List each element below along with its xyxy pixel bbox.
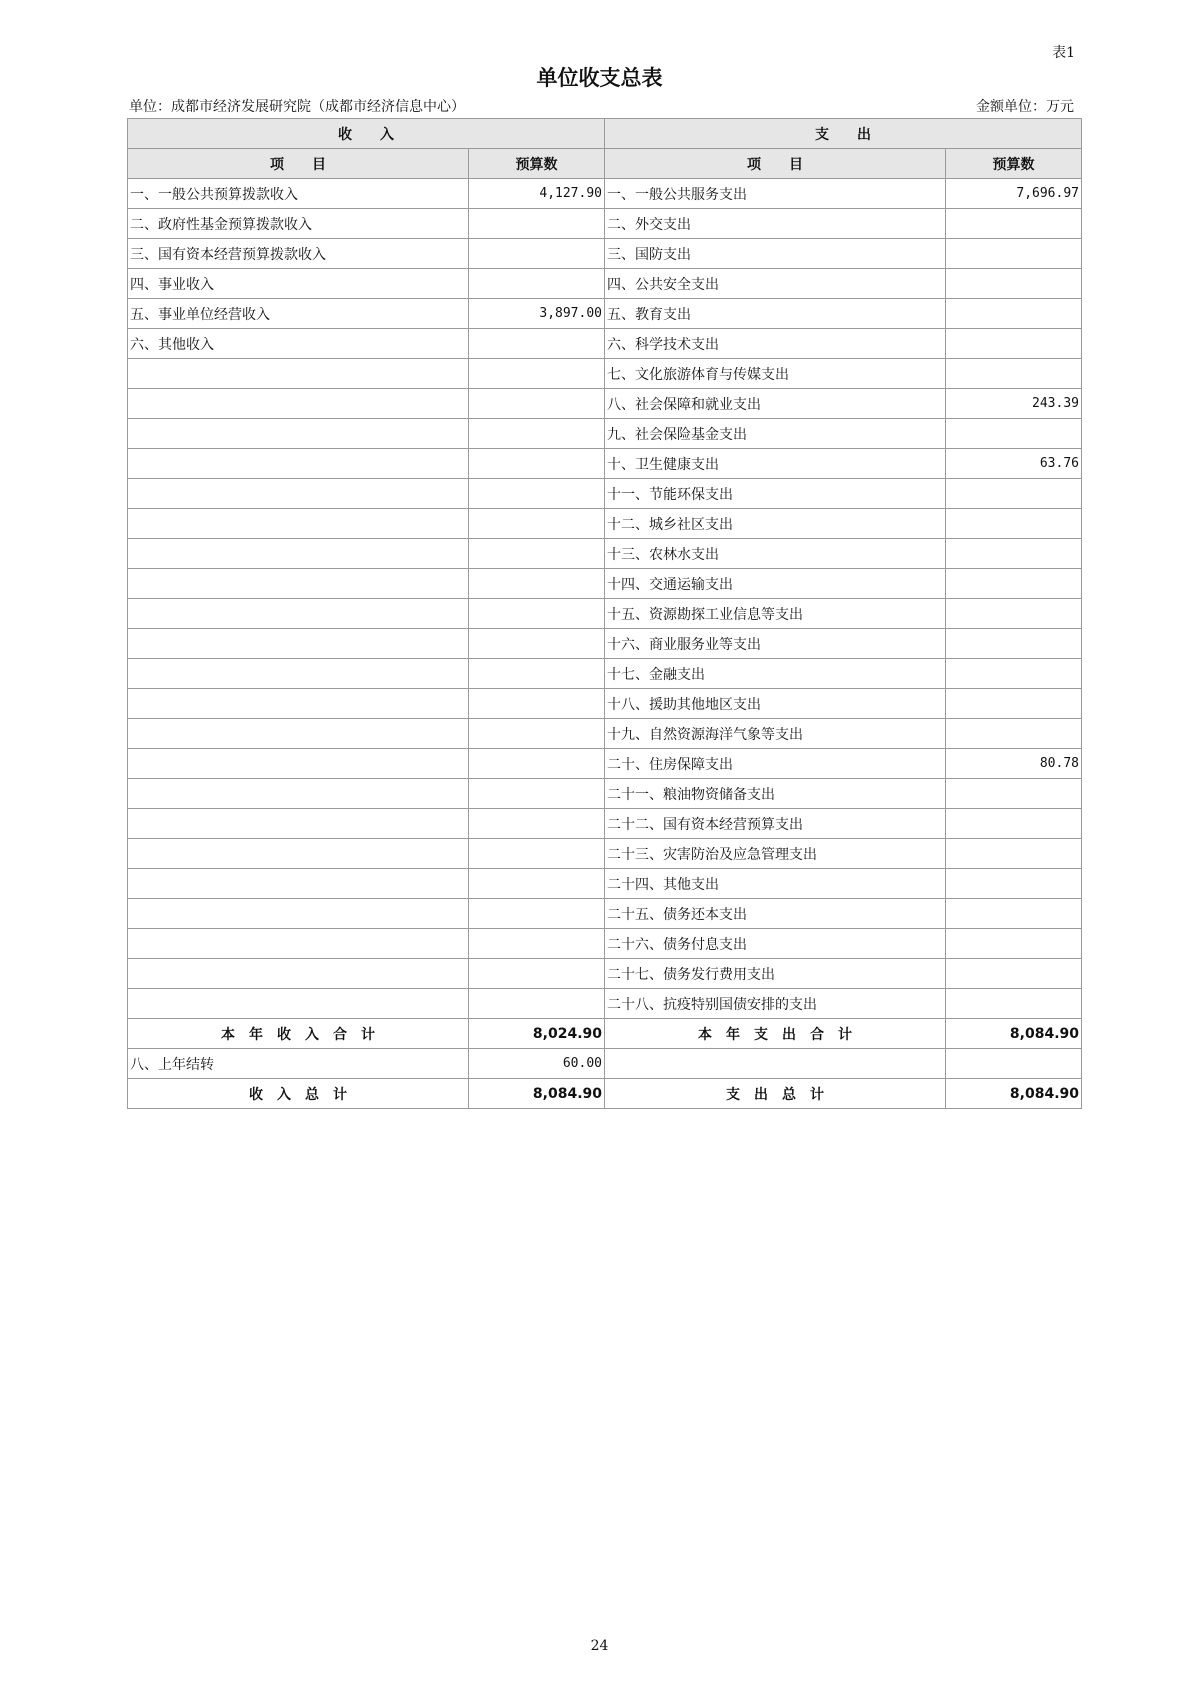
income-item (128, 509, 469, 539)
table-row (128, 599, 1082, 629)
income-value (469, 659, 605, 689)
table-row (128, 629, 1082, 659)
carry-over-label: 八、上年结转 (128, 1049, 469, 1079)
grand-total-row (128, 1079, 1082, 1109)
budget-summary-table (127, 118, 1082, 1109)
income-value (469, 779, 605, 809)
table-row (128, 989, 1082, 1019)
income-value: 3,897.00 (469, 299, 605, 329)
year-income-label: 本 年 收 入 合 计 (128, 1019, 469, 1049)
income-item (128, 629, 469, 659)
income-value (469, 599, 605, 629)
expense-item: 十六、商业服务业等支出 (605, 629, 946, 659)
expense-item: 二十一、粮油物资储备支出 (605, 779, 946, 809)
carry-over-value: 60.00 (469, 1049, 605, 1079)
expense-value (946, 359, 1082, 389)
expense-item: 二十五、债务还本支出 (605, 899, 946, 929)
expense-header: 支 出 (605, 119, 1082, 149)
income-item (128, 779, 469, 809)
income-value (469, 479, 605, 509)
table-row (128, 959, 1082, 989)
amount-unit: 金额单位：万元 (976, 99, 1074, 115)
income-item: 五、事业单位经营收入 (128, 299, 469, 329)
income-item-header: 项 目 (128, 149, 469, 179)
carry-over-row (128, 1049, 1082, 1079)
expense-item: 十九、自然资源海洋气象等支出 (605, 719, 946, 749)
income-total-label: 收 入 总 计 (128, 1079, 469, 1109)
income-item (128, 689, 469, 719)
table-row (128, 299, 1082, 329)
table-row (128, 209, 1082, 239)
income-item (128, 719, 469, 749)
income-value: 4,127.90 (469, 179, 605, 209)
expense-item: 二十八、抗疫特别国债安排的支出 (605, 989, 946, 1019)
table-row (128, 929, 1082, 959)
income-value (469, 419, 605, 449)
income-total-value: 8,084.90 (469, 1079, 605, 1109)
expense-item: 二、外交支出 (605, 209, 946, 239)
expense-item: 十一、节能环保支出 (605, 479, 946, 509)
expense-value (946, 959, 1082, 989)
table-row (128, 539, 1082, 569)
table-row (128, 659, 1082, 689)
income-value (469, 749, 605, 779)
income-item (128, 959, 469, 989)
expense-item: 十五、资源勘探工业信息等支出 (605, 599, 946, 629)
income-item (128, 989, 469, 1019)
expense-item: 二十三、灾害防治及应急管理支出 (605, 839, 946, 869)
income-value (469, 209, 605, 239)
page-title: 单位收支总表 (536, 66, 663, 90)
expense-item: 九、社会保险基金支出 (605, 419, 946, 449)
income-budget-header: 预算数 (469, 149, 605, 179)
expense-item-header: 项 目 (605, 149, 946, 179)
table-row (128, 179, 1082, 209)
income-value (469, 509, 605, 539)
expense-value (946, 479, 1082, 509)
income-value (469, 809, 605, 839)
income-value (469, 989, 605, 1019)
income-item (128, 899, 469, 929)
table-row (128, 359, 1082, 389)
expense-value: 80.78 (946, 749, 1082, 779)
expense-value: 7,696.97 (946, 179, 1082, 209)
income-value (469, 899, 605, 929)
income-value (469, 929, 605, 959)
expense-item: 二十四、其他支出 (605, 869, 946, 899)
income-value (469, 359, 605, 389)
income-header: 收 入 (128, 119, 605, 149)
expense-item: 六、科学技术支出 (605, 329, 946, 359)
income-value (469, 629, 605, 659)
table-row (128, 749, 1082, 779)
section-header-row (128, 119, 1082, 149)
income-value (469, 539, 605, 569)
expense-item: 四、公共安全支出 (605, 269, 946, 299)
income-item (128, 419, 469, 449)
table-row (128, 269, 1082, 299)
expense-value: 63.76 (946, 449, 1082, 479)
income-value (469, 959, 605, 989)
income-item (128, 809, 469, 839)
year-total-row (128, 1019, 1082, 1049)
table-row (128, 719, 1082, 749)
income-value (469, 449, 605, 479)
expense-item: 十四、交通运输支出 (605, 569, 946, 599)
expense-value (946, 599, 1082, 629)
expense-value (946, 239, 1082, 269)
table-row (128, 809, 1082, 839)
income-item (128, 929, 469, 959)
year-expense-value: 8,084.90 (946, 1019, 1082, 1049)
expense-value (946, 779, 1082, 809)
income-value (469, 869, 605, 899)
expense-item: 三、国防支出 (605, 239, 946, 269)
table-row (128, 419, 1082, 449)
expense-value (946, 509, 1082, 539)
expense-budget-header: 预算数 (946, 149, 1082, 179)
table-body (128, 179, 1082, 1019)
expense-item: 一、一般公共服务支出 (605, 179, 946, 209)
income-value (469, 569, 605, 599)
expense-value (946, 839, 1082, 869)
income-item (128, 869, 469, 899)
income-item: 六、其他收入 (128, 329, 469, 359)
expense-value: 243.39 (946, 389, 1082, 419)
expense-item: 二十六、债务付息支出 (605, 929, 946, 959)
income-item (128, 659, 469, 689)
expense-value (946, 989, 1082, 1019)
year-income-value: 8,024.90 (469, 1019, 605, 1049)
empty-cell (605, 1049, 946, 1079)
income-item (128, 749, 469, 779)
income-item (128, 389, 469, 419)
expense-value (946, 689, 1082, 719)
column-header-row (128, 149, 1082, 179)
table-row (128, 509, 1082, 539)
expense-total-label: 支 出 总 计 (605, 1079, 946, 1109)
expense-item: 八、社会保障和就业支出 (605, 389, 946, 419)
income-item (128, 599, 469, 629)
table-row (128, 899, 1082, 929)
table-row (128, 839, 1082, 869)
table-row (128, 479, 1082, 509)
table-row (128, 239, 1082, 269)
table-row (128, 449, 1082, 479)
expense-item: 七、文化旅游体育与传媒支出 (605, 359, 946, 389)
income-item: 二、政府性基金预算拨款收入 (128, 209, 469, 239)
expense-value (946, 869, 1082, 899)
income-value (469, 329, 605, 359)
income-item (128, 839, 469, 869)
income-value (469, 239, 605, 269)
table-row (128, 329, 1082, 359)
expense-item: 五、教育支出 (605, 299, 946, 329)
income-item (128, 479, 469, 509)
expense-item: 十三、农林水支出 (605, 539, 946, 569)
income-item (128, 539, 469, 569)
income-value (469, 719, 605, 749)
table-row (128, 389, 1082, 419)
expense-value (946, 929, 1082, 959)
expense-item: 二十七、债务发行费用支出 (605, 959, 946, 989)
income-item: 三、国有资本经营预算拨款收入 (128, 239, 469, 269)
income-item (128, 449, 469, 479)
expense-value (946, 719, 1082, 749)
table-row (128, 569, 1082, 599)
unit-name: 单位：成都市经济发展研究院（成都市经济信息中心） (129, 99, 465, 115)
expense-value (946, 269, 1082, 299)
expense-value (946, 329, 1082, 359)
expense-value (946, 539, 1082, 569)
income-item: 四、事业收入 (128, 269, 469, 299)
income-value (469, 839, 605, 869)
expense-item: 二十二、国有资本经营预算支出 (605, 809, 946, 839)
table-row (128, 689, 1082, 719)
income-value (469, 689, 605, 719)
page-number: 24 (590, 1638, 609, 1654)
table-row (128, 779, 1082, 809)
expense-item: 十二、城乡社区支出 (605, 509, 946, 539)
expense-value (946, 809, 1082, 839)
income-value (469, 269, 605, 299)
expense-value (946, 209, 1082, 239)
expense-value (946, 569, 1082, 599)
expense-value (946, 299, 1082, 329)
table-row (128, 869, 1082, 899)
income-value (469, 389, 605, 419)
expense-item: 十、卫生健康支出 (605, 449, 946, 479)
expense-item: 二十、住房保障支出 (605, 749, 946, 779)
year-expense-label: 本 年 支 出 合 计 (605, 1019, 946, 1049)
expense-item: 十七、金融支出 (605, 659, 946, 689)
expense-value (946, 629, 1082, 659)
empty-cell (946, 1049, 1082, 1079)
income-item: 一、一般公共预算拨款收入 (128, 179, 469, 209)
expense-value (946, 419, 1082, 449)
expense-value (946, 899, 1082, 929)
table-number: 表1 (1052, 45, 1075, 61)
income-item (128, 569, 469, 599)
expense-value (946, 659, 1082, 689)
income-item (128, 359, 469, 389)
expense-total-value: 8,084.90 (946, 1079, 1082, 1109)
expense-item: 十八、援助其他地区支出 (605, 689, 946, 719)
